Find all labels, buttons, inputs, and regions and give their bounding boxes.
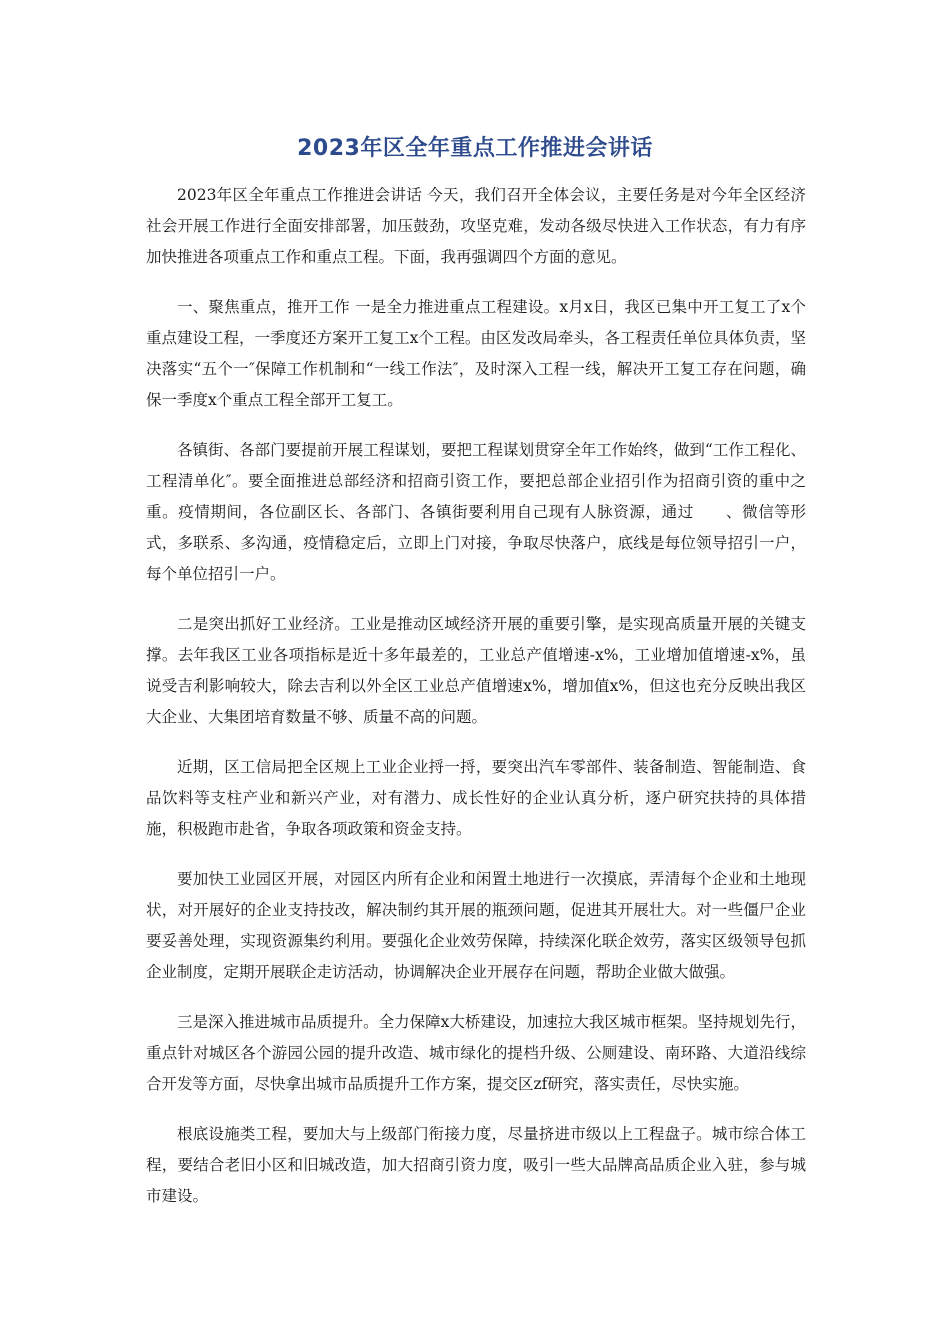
document-title: 2023年区全年重点工作推进会讲话 <box>297 136 653 161</box>
document-body <box>146 180 806 1231</box>
paragraph-industrial-parks: 要加快工业园区开展，对园区内所有企业和闲置土地进行一次摸底，弄清每个企业和土地现状，对开展好的企业支持技改，解决制约其开展的瓶颈问题，促进其开展壮大。对一些僵尸企业要妥善处理，实现资源集约利用。要强化企业效劳保障，持续深化联企效劳，落实区级领导包抓企业制度，定期开展联企走访活动，协调解决企业开展存在问题，帮助企业做大做强。 <box>146 870 806 981</box>
paragraph-industrial-economy: 二是突出抓好工业经济。工业是推动区域经济开展的重要引擎，是实现高质量开展的关键支撑。去年我区工业各项指标是近十多年最差的，工业总产值增速-x%，工业增加值增速-x%，虽说受吉利影响较大，除去吉利以外全区工业总产值增速x%，增加值x%，但这也充分反映出我区大企业、大集团培育数量不够、质量不高的问题。 <box>146 615 806 726</box>
paragraph-industry-support: 近期，区工信局把全区规上工业企业捋一捋，要突出汽车零部件、装备制造、智能制造、食品饮料等支柱产业和新兴产业，对有潜力、成长性好的企业认真分析，逐户研究扶持的具体措施，积极跑市赴省，争取各项政策和资金支持。 <box>146 758 806 838</box>
paragraph-infrastructure: 根底设施类工程，要加大与上级部门衔接力度，尽量挤进市级以上工程盘子。城市综合体工程，要结合老旧小区和旧城改造，加大招商引资力度，吸引一些大品牌高品质企业入驻，参与城市建设。 <box>146 1125 806 1205</box>
paragraph-key-projects: 一、聚焦重点，推开工作 一是全力推进重点工程建设。x月x日，我区已集中开工复工了x个重点建设工程，一季度还方案开工复工x个工程。由区发改局牵头，各工程责任单位具体负责，坚决落实“五个一″保障工作机制和“一线工作法″，及时深入工程一线，解决开工复工存在问题，确保一季度x个重点工程全部开工复工。 <box>146 298 806 409</box>
paragraph-intro: 2023年区全年重点工作推进会讲话 今天，我们召开全体会议，主要任务是对今年全区经济社会开展工作进行全面安排部署，加压鼓劲，攻坚克难，发动各级尽快进入工作状态，有力有序加快推进各项重点工作和重点工程。下面，我再强调四个方面的意见。 <box>146 186 806 266</box>
paragraph-urban-quality: 三是深入推进城市品质提升。全力保障x大桥建设，加速拉大我区城市框架。坚持规划先行，重点针对城区各个游园公园的提升改造、城市绿化的提档升级、公厕建设、南环路、大道沿线综合开发等方面，尽快拿出城市品质提升工作方案，提交区zf研究，落实责任，尽快实施。 <box>146 1013 806 1093</box>
paragraph-project-planning: 各镇街、各部门要提前开展工程谋划，要把工程谋划贯穿全年工作始终，做到“工作工程化、工程清单化″。要全面推进总部经济和招商引资工作，要把总部企业招引作为招商引资的重中之重。疫情期间，各位副区长、各部门、各镇街要利用自己现有人脉资源，通过 、微信等形式，多联系、多沟通，疫情稳定后，立即上门对接，争取尽快落户，底线是每位领导招引一户，每个单位招引一户。 <box>146 441 806 583</box>
